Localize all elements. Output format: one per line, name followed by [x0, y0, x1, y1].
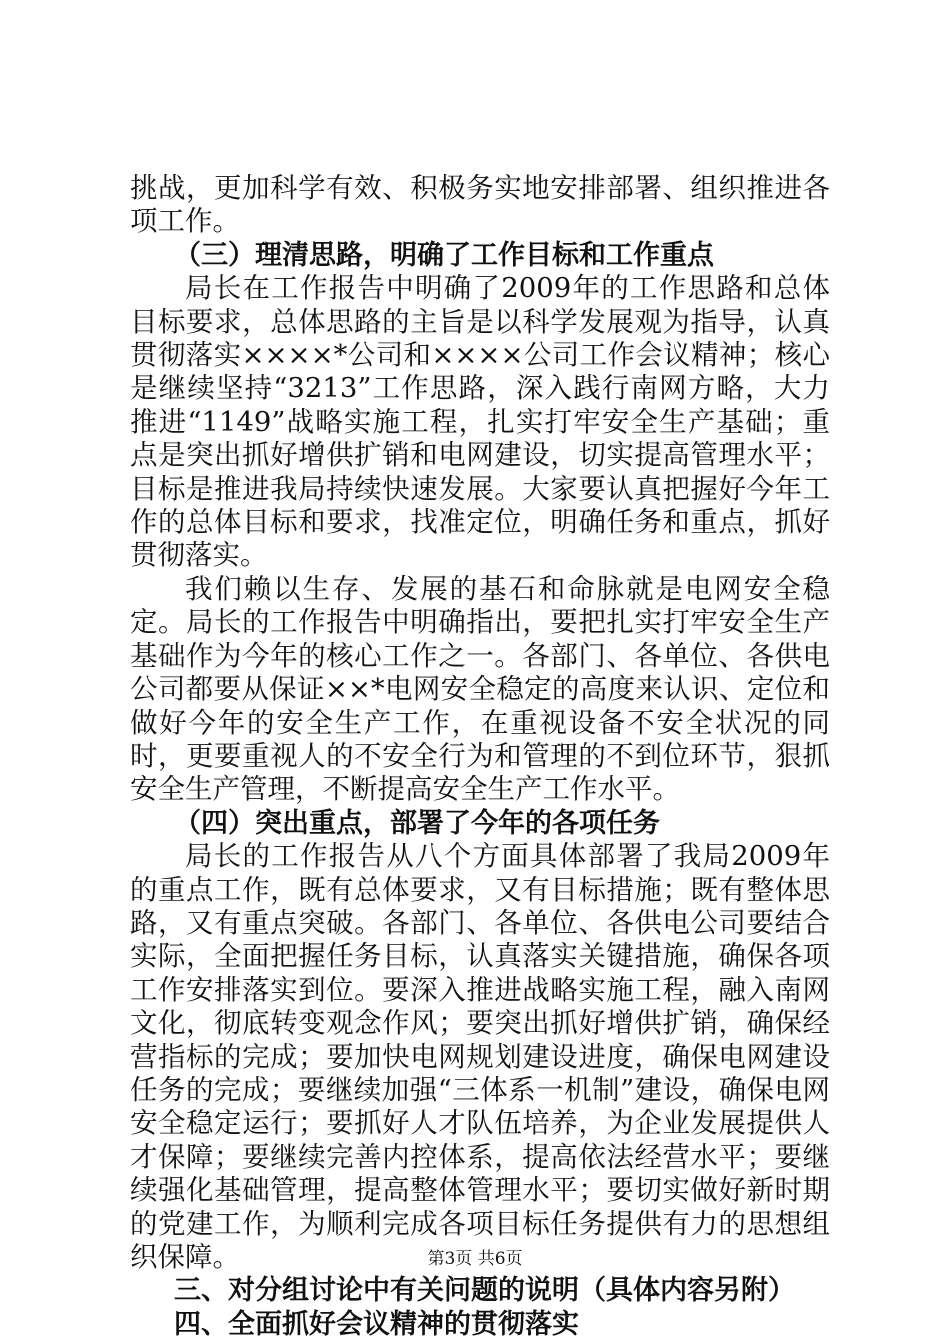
paragraph-tasks: 局长的工作报告从八个方面具体部署了我局2009年的重点工作，既有总体要求，又有目标措施；既有整体思路，又有重点突破。各部门、各单位、各供电公司要结合实际，全面把握任务目标，认真落实关键措施，确保各项工作安排落实到位。要深入推进战略实施工程，融入南网文化，彻底转变观念作风；要突出抓好增供扩销，确保经营指标的完成；要加快电网规划建设进度，确保电网建设任务的完成；要继续加强“三体系一机制”建设，确保电网安全稳定运行；要抓好人才队伍培养，为企业发展提供人才保障；要继续完善内控体系，提高依法经营水平；要继续强化基础管理，提高整体管理水平；要切实做好新时期的党建工作，为顺利完成各项目标任务提供有力的思想组织保障。 — [130, 840, 830, 1273]
section-heading-three: 三、对分组讨论中有关问题的说明（具体内容另附） — [174, 1275, 795, 1307]
subheading-three: （三）理清思路，明确了工作目标和工作重点 — [174, 239, 714, 271]
section-heading-four: 四、全面抓好会议精神的贯彻落实 — [174, 1308, 579, 1340]
paragraph-work-goals: 局长在工作报告中明确了2009年的工作思路和总体目标要求，总体思路的主旨是以科学发展观为指导，认真贯彻落实××××*公司和××××公司工作会议精神；核心是继续坚持“3213”工作思路，深入践行南网方略，大力推进“1149”战略实施工程，扎实打牢安全生产基础；重点是突出抓好增供扩销和电网建设，切实提高管理水平；目标是推进我局持续快速发展。大家要认真把握好今年工作的总体目标和要求，找准定位，明确任务和重点，抓好贯彻落实。 — [130, 272, 830, 572]
subheading-four: （四）突出重点，部署了今年的各项任务 — [174, 807, 660, 839]
page-footer: 第3页 共6页 — [427, 1249, 523, 1269]
paragraph-continued: 挑战，更加科学有效、积极务实地安排部署、组织推进各项工作。 — [130, 172, 830, 238]
document-body — [130, 172, 830, 1341]
paragraph-safety: 我们赖以生存、发展的基石和命脉就是电网安全稳定。局长的工作报告中明确指出，要把扎实打牢安全生产基础作为今年的核心工作之一。各部门、各单位、各供电公司都要从保证××*电网安全稳定的高度来认识、定位和做好今年的安全生产工作，在重视设备不安全状况的同时，更要重视人的不安全行为和管理的不到位环节，狠抓安全生产管理，不断提高安全生产工作水平。 — [130, 572, 830, 806]
